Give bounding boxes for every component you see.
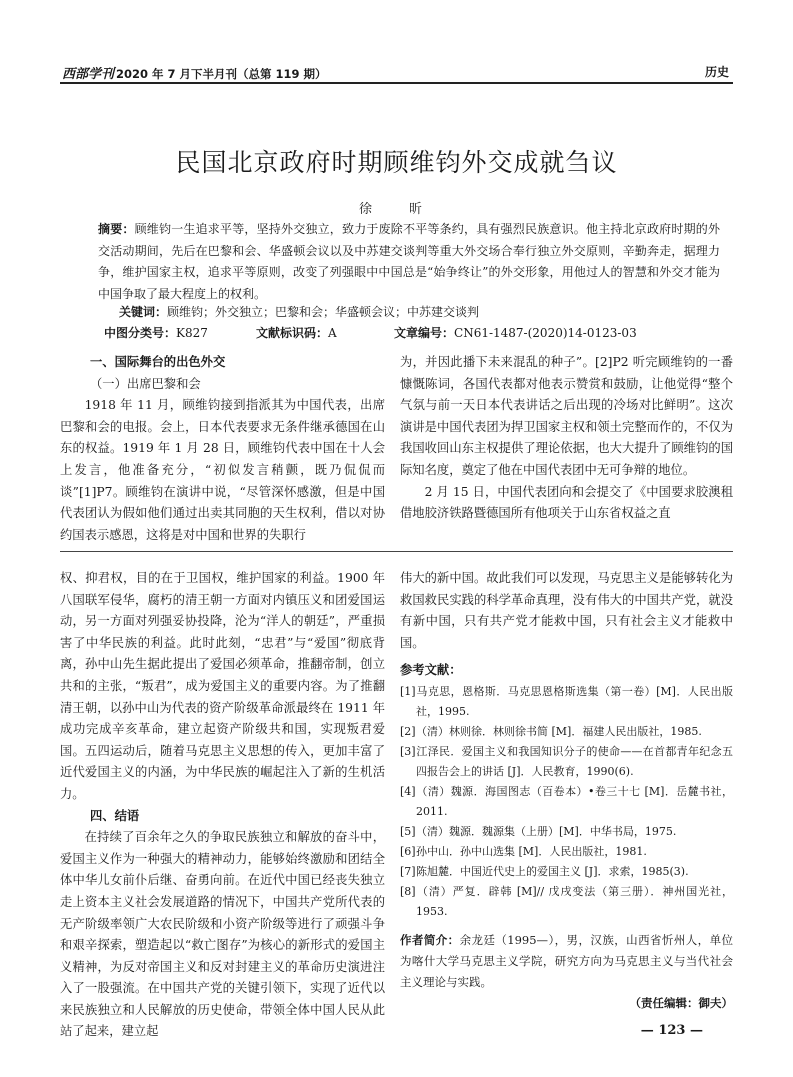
- article-title: 民国北京政府时期顾维钧外交成就刍议: [175, 148, 618, 177]
- paragraph: 权、抑君权，目的在于卫国权，维护国家的利益。1900 年八国联军侵华，腐朽的清王朝一方面对内镇压义和团爱国运动，另一方面对列强妥协投降，沦为“洋人的朝廷”，严重损害了中华民族的利益。此时此刻，“忠君”与“爱国”彻底背离，孙中山先生据此提出了爱国必须革命，推翻帝制，创立共和的主张，“叛君”，成为爱国主义的重要内容。为了推翻清王朝，以孙中山为代表的资产阶级革命派最终在 1911 年成功完成辛亥革命，建立起资产阶级共和国，实现叛君爱国。五四运动后，随着马克思主义思想的传入，更加丰富了近代爱国主义的内涵，为中华民族的崛起注入了新的生机活力。: [60, 571, 385, 801]
- doc-code-value: A: [328, 326, 337, 340]
- journal-issue: [62, 63, 327, 82]
- reference-text: 江泽民．爱国主义和我国知识分子的使命——在首都青年纪念五四报告会上的讲话 [J]．人民教育，1990(6).: [416, 744, 733, 778]
- reference-item: [400, 742, 733, 782]
- reference-item: [400, 722, 733, 742]
- section-name: 历史: [704, 65, 729, 79]
- paragraph: 为，并因此播下未来混乱的种子”。[2]P2 听完顾维钧的一番慷慨陈词，各国代表都对他表示赞赏和鼓励，让他觉得“整个气氛与前一天日本代表讲话之后出现的冷场对比鲜明”。这次演讲是中国代表团为捍卫国家主权和领土完整而作的，不仅为我国收回山东主权提供了理论依据，也大大提升了顾维钧的国际知名度，奠定了他在中国代表团中无可争辩的地位。: [400, 355, 733, 477]
- author-name: 徐 昕: [358, 202, 434, 217]
- reference-text: （清）魏源．海国图志（百卷本）•卷三十七 [M]．岳麓书社，2011.: [416, 784, 733, 818]
- article-number-label: 文章编号：: [394, 326, 455, 340]
- keywords-text: 顾维钧；外交独立；巴黎和会；华盛顿会议；中苏建交谈判: [167, 305, 480, 319]
- reference-number: [2]: [400, 724, 416, 738]
- reference-item: [400, 862, 733, 882]
- article-number: [394, 324, 637, 341]
- reference-text: 陈旭麓．中国近代史上的爱国主义 [J]．求索，1985(3).: [416, 864, 689, 878]
- section-heading-4: 四、结语: [90, 808, 140, 823]
- column-top-left: [60, 352, 385, 546]
- bio-text: 余龙廷（1995—），男，汉族，山西省忻州人，单位为喀什大学马克思主义学院，研究方向为马克思主义与当代社会主义理论与实践。: [400, 932, 734, 989]
- paragraph: 在持续了百余年之久的争取民族独立和解放的奋斗中，爱国主义作为一种强大的精神动力，能够始终激励和团结全体中华儿女前仆后继、奋勇向前。在近代中国已经丧失独立走上资本主义社会发展道路的情况下，中国共产党所代表的无产阶级率领广大农民阶级和小资产阶级等进行了顽强斗争和艰辛探索，塑造起以“救亡图存”为核心的新形式的爱国主义精神，为反对帝国主义和反对封建主义的革命历史演进注入了一股强流。在中国共产党的关键引领下，实现了近代以来民族独立和人民解放的历史使命，带领全体中国人民从此站了起来，建立起: [60, 830, 385, 1039]
- abstract: [98, 219, 720, 305]
- reference-number: [4]: [400, 784, 416, 798]
- reference-text: 孙中山．孙中山选集 [M]．人民出版社，1981.: [416, 844, 647, 858]
- column-bottom-left: [60, 568, 385, 1043]
- issue-text: 2020 年 7 月下半月刊（总第 119 期）: [116, 67, 327, 81]
- bio-label: 作者简介：: [400, 932, 460, 947]
- editor-note: （责任编辑：御夫）: [629, 995, 733, 1010]
- reference-item: [400, 822, 733, 842]
- reference-text: （清）林则徐．林则徐书简 [M]．福建人民出版社，1985.: [416, 724, 702, 738]
- reference-item: [400, 682, 733, 722]
- abstract-text: 顾维钧一生追求平等，坚持外交独立，致力于废除不平等条约，具有强烈民族意识。他主持北京政府时期的外交活动期间，先后在巴黎和会、华盛顿会议以及中苏建交谈判等重大外交场合奉行独立外交原则，辛勤奔走，据理力争，维护国家主权，追求平等原则，改变了列强眼中中国总是“始争终让”的外交形象，用他过人的智慧和外交才能为中国争取了最大程度上的权利。: [98, 222, 720, 301]
- journal-logo: 西部学刊: [62, 67, 115, 82]
- column-bottom-right: [400, 568, 733, 1015]
- keywords-label: 关键词：: [119, 305, 168, 319]
- reference-number: [6]: [400, 844, 416, 858]
- section-divider: [60, 551, 733, 552]
- references-heading: 参考文献：: [400, 663, 462, 678]
- clc-number: [104, 324, 208, 341]
- reference-list: [400, 682, 733, 922]
- keywords: [119, 303, 479, 320]
- paragraph: 1918 年 11 月，顾维钧接到指派其为中国代表，出席巴黎和会的电报。会上，日本代表要求无条件继承德国在山东的权益。1919 年 1 月 28 日，顾维钧代表中国在十人会上发言，他准备充分，“初似发言稍颤，既乃侃侃而谈”[1]P7。顾维钧在演讲中说，“尽管深怀感激，但是中国代表团认为假如他们通过出卖其同胞的天生权利，借以对协约国表示感恩，这将是对中国和世界的失职行: [60, 398, 385, 542]
- reference-number: [7]: [400, 864, 416, 878]
- doc-code-label: 文献标识码：: [256, 326, 329, 340]
- reference-number: [1]: [400, 684, 416, 698]
- reference-text: （清）魏源．魏源集（上册）[M]．中华书局，1975.: [416, 824, 677, 838]
- reference-text: （清）严复．辟韩 [M]// 戊戌变法（第三册）．神州国光社，1953.: [416, 884, 733, 918]
- column-top-right: [400, 352, 733, 525]
- reference-item: [400, 842, 733, 862]
- doc-code: [256, 324, 337, 341]
- subsection-heading: （一）出席巴黎和会: [90, 376, 201, 391]
- reference-text: 马克思，恩格斯．马克思恩格斯选集（第一卷）[M]．人民出版社，1995.: [416, 684, 733, 718]
- author-bio: [400, 930, 733, 993]
- reference-item: [400, 882, 733, 922]
- paragraph: 伟大的新中国。故此我们可以发现，马克思主义是能够转化为救国救民实践的科学革命真理，没有伟大的中国共产党，就没有新中国，只有共产党才能救中国，只有社会主义才能救中国。: [400, 571, 733, 650]
- running-header: [60, 60, 733, 84]
- clc-label: 中图分类号：: [104, 326, 177, 340]
- reference-number: [3]: [400, 744, 416, 758]
- reference-item: [400, 782, 733, 822]
- section-heading-1: 一、国际舞台的出色外交: [90, 355, 226, 369]
- article-number-value: CN61-1487-(2020)14-0123-03: [454, 326, 637, 340]
- reference-number: [5]: [400, 824, 416, 838]
- page-number: — 123 —: [640, 1023, 703, 1038]
- clc-value: K827: [176, 326, 208, 340]
- paragraph: 2 月 15 日，中国代表团向和会提交了《中国要求胶澳租借地胶济铁路暨德国所有他项关于山东省权益之直: [400, 484, 733, 521]
- abstract-label: 摘要：: [98, 222, 135, 236]
- reference-number: [8]: [400, 884, 416, 898]
